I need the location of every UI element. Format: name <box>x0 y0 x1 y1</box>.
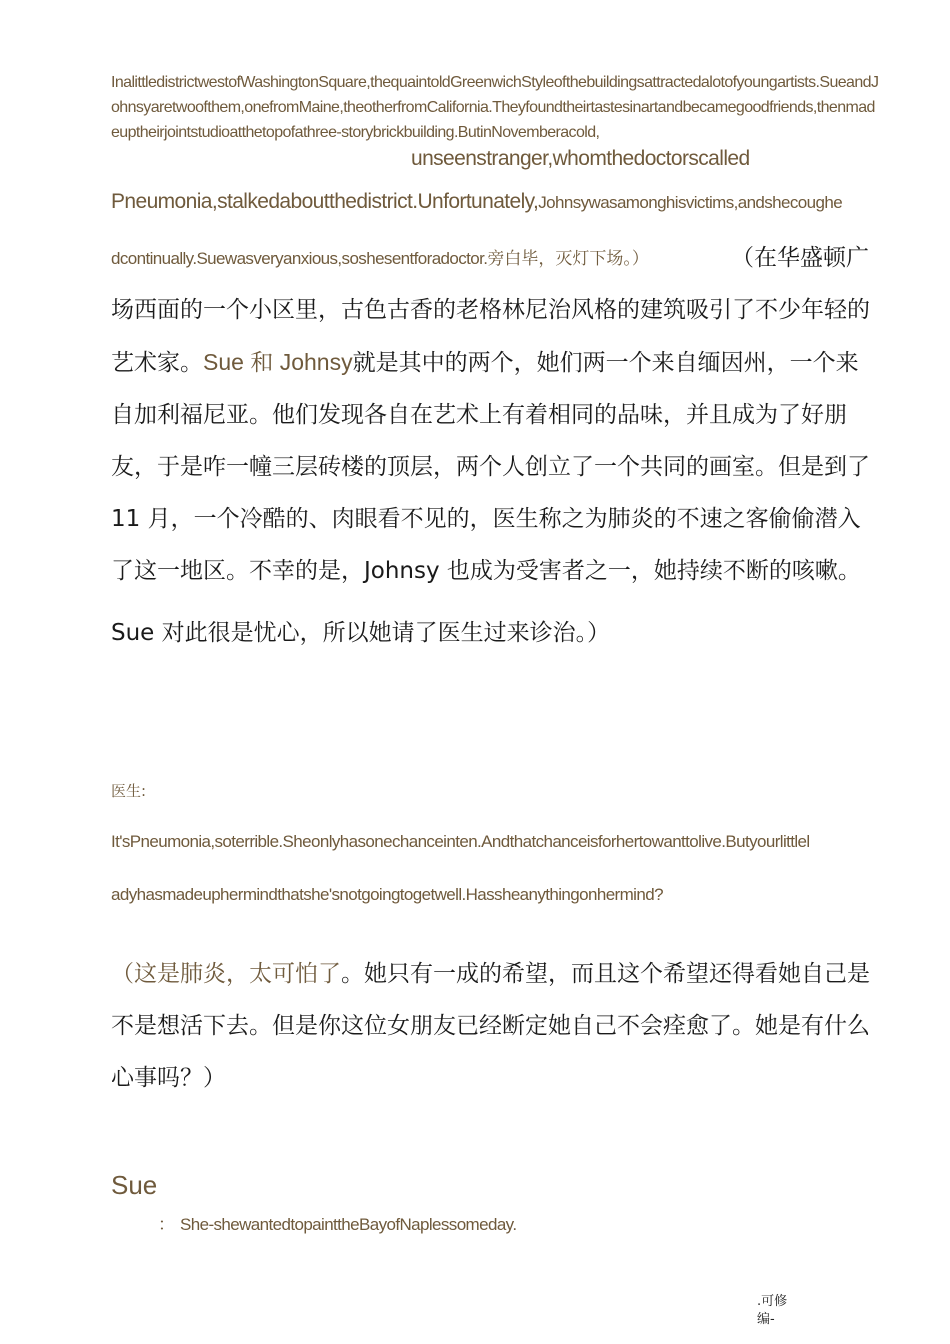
narration-english-fragment: Johnsywasamonghisvictims,andshecoughe <box>538 193 843 212</box>
narration-english-fragment: dcontinually.Suewasveryanxious,soshesentforadoctor. <box>111 249 488 268</box>
page-footer <box>757 1293 807 1329</box>
narration-chinese-paragraph <box>111 232 881 659</box>
narration-english-large-2 <box>111 190 842 214</box>
footer-line-2: 编- <box>757 1312 775 1327</box>
narration-chinese-text: 就是其中的两个，她们两一个来自缅因州，一个来自加利福尼亚。他们发现各自在艺术上有着相同的品味，并且成为了好朋友，于是咋一幢三层砖楼的顶层，两个人创立了一个共同的画室。但是到了 11 月，一个冷酷的、肉眼看不见的，医生称之为肺炎的不速之客偷偷潜入了这一地区。不幸的是，Johnsy 也成为受害者之一，她持续不断的咳嗽。 <box>111 350 870 584</box>
doctor-chinese-text: 。她只有一成的希望，而且这个希望还得看她自己是不是想活下去。但是你这位女朋友已经断定她自己不会痊愈了。她是有什么心事吗？） <box>111 961 870 1091</box>
character-names: Sue 和 Johnsy <box>203 349 353 375</box>
doctor-english-line-1: It'sPneumonia,soterrible.Sheonlyhasonechanceinten.Andthatchanceisforhertowanttolive.Butyourlittlel <box>111 832 810 851</box>
footer-line-1: .可修 <box>757 1294 788 1309</box>
narration-chinese-text: （在华盛顿广场西面的一个小区里，古色古香的老格林尼治风格的建筑吸引了不少年轻的艺术家。 <box>111 245 870 376</box>
doctor-chinese-text: （这是肺炎， <box>111 961 249 987</box>
speaker-label-doctor: 医生: <box>111 782 147 800</box>
sue-english-line <box>158 1210 516 1235</box>
narration-note: 旁白毕，灭灯下场。） <box>487 249 649 269</box>
speaker-label-sue: Sue <box>111 1170 158 1200</box>
colon-mark: ： <box>158 1215 175 1235</box>
doctor-chinese-emphasis: 太可怕了 <box>249 961 341 987</box>
doctor-chinese-paragraph <box>111 948 891 1104</box>
narration-english-text: InalittledistrictwestofWashingtonSquare,thequaintoldGreenwichStyleofthebuildingsattractedalotofyoungartists.SueandJohnsyaretwoofthem,onefromMaine,theotherfromCalifornia.Theyfoundtheirtastesinartandbecamegoodfriends,thenmadeuptheirjointstudioatthetopofathree-storybrickbuilding.ButinNovemberacold, <box>111 74 879 141</box>
narration-chinese-last-line: Sue 对此很是忧心，所以她请了医生过来诊治。） <box>111 620 611 646</box>
narration-english-fragment: Pneumonia,stalkedaboutthedistrict.Unfortunately, <box>111 190 539 213</box>
sue-english-text: She-shewantedtopainttheBayofNaplessomeday. <box>180 1215 517 1234</box>
narration-english-fragment: unseenstranger,whomthedoctorscalled <box>411 147 750 170</box>
doctor-english-line-2: adyhasmadeuphermindthatshe'snotgoingtogetwell.Hassheanythingonhermind? <box>111 885 663 904</box>
